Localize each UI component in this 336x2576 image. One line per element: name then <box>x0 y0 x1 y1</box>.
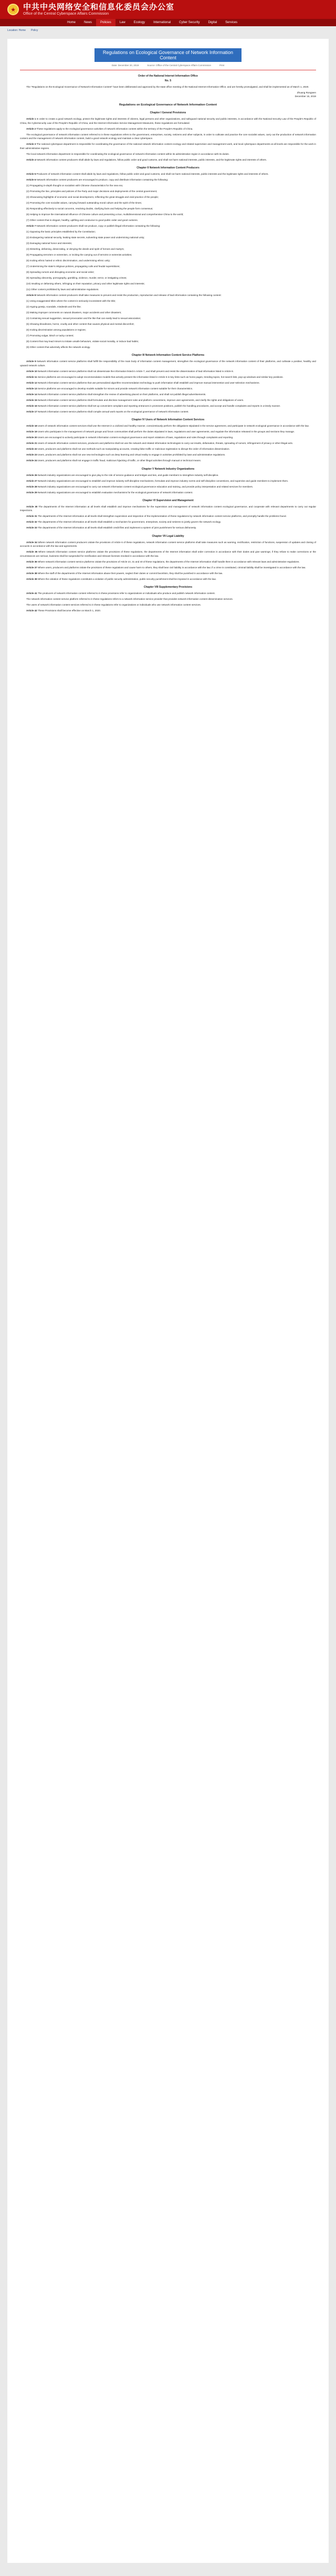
article-page <box>7 39 329 2563</box>
article-text: Users, producers and platforms shall not use methods such as manipulating accounts, creating false traffic or malicious registration to disrupt the order of information dissemination. <box>37 448 230 451</box>
article-paragraph <box>20 293 316 297</box>
article-text: Network information content producers shall abide by laws and regulations, follow public order and good customs, and shall not harm national interests, public interests, and the legitimate rights and interests of others. <box>36 158 267 161</box>
article-number: Article 24 <box>26 459 37 462</box>
order-intro: The "Regulations on the Ecological Governance of Network Information Content" have been deliberated and approved by the state office meeting of the National Internet Information Office, and are hereby promulgated, and shall be implemented as of March 1, 2020. <box>26 86 309 88</box>
nav-item-ecology[interactable]: Ecology <box>133 21 145 24</box>
article-text: (5) Propagating terrorism or extremism, or inciting the carrying out of terrorist or extremist activities; <box>26 253 132 257</box>
article-paragraph <box>20 195 316 199</box>
article-paragraph <box>20 127 316 131</box>
article-number: Article 39 <box>26 577 37 580</box>
article-paragraph <box>20 375 316 379</box>
article-number: Article 3 <box>26 143 36 146</box>
article-paragraph <box>20 404 316 408</box>
chapter-heading: Chapter I General Provisions <box>150 111 186 115</box>
article-paragraph <box>20 560 316 564</box>
chapter-heading: Chapter VIII Supplementary Provisions <box>143 586 193 589</box>
article-paragraph <box>20 218 316 222</box>
article-paragraph <box>20 305 316 309</box>
article-paragraph <box>20 230 316 234</box>
article-text: Network industry organizations are encouraged to give play to the role of service guidance and bridges and ties, and guide members to strengthen industry self-discipline. <box>37 473 219 476</box>
article-number: Article 14 <box>26 393 37 396</box>
order-date: December 15, 2019 <box>295 95 316 98</box>
article-text: (6) Inciting ethnic hatred or ethnic discrimination, and undermining ethnic unity; <box>26 259 111 262</box>
article-number: Article 2 <box>26 127 36 130</box>
order-number: No. 5 <box>164 79 172 82</box>
article-text: Users who participate in the management of network groups and forum communities shall perform the duties stipulated in laws, regulations and user agreements, and regulate the information released in the groups and sections they manage. <box>37 430 295 433</box>
chapter-heading: Chapter II Network Information Content Producers <box>136 166 200 170</box>
article-paragraph <box>20 288 316 291</box>
article-number: Article 1 <box>26 118 36 121</box>
order-director: Zhuang Rongwen <box>297 91 316 94</box>
article-text: (7) Undermining the state's religious policies, propagating cults and feudal superstitions; <box>26 265 120 268</box>
article-text: (10) Insulting or defaming others, infringing on their reputation, privacy and other legitimate rights and interests; <box>26 282 145 285</box>
article-text: (5) Responding effectively to social concerns, resolving doubts, clarifying facts and helping the people form consensus; <box>26 207 153 210</box>
breadcrumb-policy-link[interactable]: Policy <box>31 29 38 32</box>
article-text: (3) Showcasing highlights of economic and social development, reflecting the great struggle and vivid practice of the people; <box>26 196 159 199</box>
article-text: The producers of network information content referred to in these provisions refer to organizations or individuals who produce and publish network information content. <box>37 592 215 595</box>
article-number: Article 20 <box>26 436 37 439</box>
article-text: (7) Other content that is elegant, healthy, uplifting and conducive to good public order and good customs. <box>26 219 138 222</box>
order-title: Order of the National Internet Information Office <box>138 75 198 78</box>
article-text: (11) Other content prohibited by laws and administrative regulations. <box>26 288 99 291</box>
article-number: Article 29 <box>26 491 37 494</box>
breadcrumb-home-link[interactable]: Location: Home <box>7 29 26 32</box>
article-paragraph <box>20 571 316 575</box>
article-text: Network information content service platforms shall set up convenient complaint and reporting entrances in prominent positions, publish the handling procedures, and accept and handle complaints and reports in a timely manner. <box>37 404 281 407</box>
article-paragraph <box>20 430 316 433</box>
article-text: Service platforms are encouraged to develop models suitable for minors and provide network information content suitable for their characteristics. <box>37 387 193 390</box>
publish-date: Date: December 20, 2019 <box>111 64 139 67</box>
chapter-heading: Chapter III Network Information Content Service Platforms <box>131 354 205 357</box>
nav-item-news[interactable]: News <box>84 21 92 24</box>
article-text: In order to create a good network ecology, protect the legitimate rights and interests of citizens, legal persons and other organizations, and safeguard national security and public interests, in accordance with the National Security Law of the People's Republic of China, the Cybersecurity Law of the People's Republic of China, and the Internet Information Service Management Measures, these regulations are formulated. <box>20 118 316 124</box>
article-number: Article 11 <box>26 375 37 378</box>
article-text: Network industry organizations are encouraged to establish and improve industry self-discipline mechanisms, formulate and improve industry norms and self-discipline conventions, and supervise and guide members to implement them. <box>37 479 289 482</box>
article-text: Network information content service platforms shall not disseminate the information listed in Article 7, and shall prevent and resist the dissemination of bad information listed in Article 8. <box>37 369 234 373</box>
article-number: Article 21 <box>26 442 37 445</box>
article-number: Article 7 <box>26 225 36 228</box>
article-paragraph <box>20 436 316 439</box>
article-number: Article 26 <box>26 473 37 476</box>
chapter-heading: Chapter V Network Industry Organizations <box>141 467 195 471</box>
site-name-en: Office of the Central Cyberspace Affairs Commission <box>23 12 109 16</box>
article-text: The departments of the Internet information at all levels shall establish and improve mechanisms for the supervision and management of network information content ecological governance, and cooperate with relevant departments to carry out regular inspections. <box>20 505 316 512</box>
article-paragraph <box>20 158 316 162</box>
chapter-heading: Chapter IV Users of Network Information Content Services <box>131 418 205 422</box>
nav-item-services[interactable]: Services <box>225 21 238 24</box>
article-text: (3) Making improper comments on natural disasters, major accidents and other disasters; <box>26 311 122 314</box>
article-meta <box>20 64 316 67</box>
article-text: Where network information content service platforms violate the provisions of Article 10, 31 and 40 of these regulations, the departments of the Internet information shall handle them in accordance with relevant laws and administrative regulations. <box>37 560 300 563</box>
article-number: Article 32 <box>26 521 37 524</box>
chapter-heading: Chapter VI Supervision and Management <box>142 499 194 503</box>
article-text: Network information content service platforms that use personalized algorithm recommendation technology to push information shall establish and improve manual intervention and user-selection mechanisms. <box>37 381 260 384</box>
article-number: Article 18 <box>26 425 37 428</box>
article-paragraph <box>20 311 316 314</box>
article-paragraph <box>20 213 316 216</box>
article-paragraph <box>20 172 316 176</box>
article-text: Network information content service platforms shall strengthen the review of advertising placed on their platforms, and shall not publish illegal advertisements. <box>37 393 206 396</box>
article-paragraph <box>20 566 316 569</box>
article-paragraph <box>20 247 316 251</box>
article-paragraph <box>20 276 316 280</box>
article-number: Article 30 <box>26 505 38 508</box>
emblem-icon: ★ <box>7 4 19 15</box>
nav-item-policies[interactable]: Policies <box>96 19 116 26</box>
article-paragraph <box>20 117 316 125</box>
site-logo[interactable] <box>23 3 174 16</box>
article-paragraph <box>20 597 316 601</box>
article-text: Users, producers and platforms shall not engage in traffic fraud, malicious hijacking of traffic, or other illegal activities through manual or technical means. <box>37 459 202 462</box>
article-paragraph <box>20 270 316 274</box>
article-paragraph <box>20 398 316 402</box>
article-text: Producers of network information content shall abide by laws and regulations, follow public order and good customs, and shall not harm national interests, public interests and the legitimate rights and interests of others. <box>36 173 269 176</box>
article-number: Article 13 <box>26 387 37 390</box>
article-number: Article 10 <box>26 369 37 373</box>
article-text: Where network information content producers violate the provisions of Article 6 of these regulations, network information content service platforms shall take measures such as warning, rectification, restriction of functions, suspension of updates and closing of accounts in accordance with the law and agreements. <box>20 540 316 548</box>
article-paragraph <box>20 152 316 156</box>
article-paragraph <box>20 282 316 285</box>
article-paragraph <box>20 577 316 581</box>
article-text: Network information content producers shall not produce, copy or publish illegal information containing the following: <box>36 225 161 228</box>
article-text: The local network information department is responsible for coordinating the ecological governance of network information content within its administrative region in accordance with its duties. <box>26 152 229 155</box>
article-text: The departments of the Internet information at all levels shall establish a mechanism for government, enterprises, society and netizens to jointly govern the network ecology. <box>37 521 222 524</box>
article-paragraph <box>20 609 316 612</box>
article-paragraph <box>20 473 316 477</box>
article-number: Article 17 <box>26 410 37 413</box>
article-text: (6) Inciting discrimination among populations or regions; <box>26 328 86 332</box>
article-number: Article 33 <box>26 526 37 529</box>
page-title: Regulations on Ecological Governance of Network Information Content <box>94 48 242 62</box>
article-text: (1) Propagating in-depth thought on socialism with Chinese characteristics for the new era; <box>26 184 123 187</box>
article-paragraph <box>20 550 316 558</box>
article-text: Users, producers and platforms shall not use new technologies such as deep learning and virtual reality to engage in activities prohibited by laws and administrative regulations. <box>37 453 226 457</box>
article-text: Network information content service platforms shall formulate and disclose management rules and platform conventions, improve user agreements, and clarify the rights and obligations of users. <box>37 398 244 401</box>
article-text: The network information content service platform referred to in these regulations refers to a network information service provider that provides network information content dissemination services. <box>26 598 233 601</box>
article-number: Article 19 <box>26 430 37 433</box>
article-number: Article 31 <box>26 515 37 518</box>
article-paragraph <box>20 540 316 548</box>
article-paragraph <box>20 424 316 428</box>
article-paragraph <box>20 453 316 457</box>
article-text: Network information content service platforms shall compile annual work reports on the ecological governance of network information content. <box>37 410 189 413</box>
article-text: Where the violation of these regulations constitutes a violation of public security administration, public security punishment shall be imposed in accordance with the law. <box>37 577 216 580</box>
nav-item-law[interactable]: Law <box>119 21 125 24</box>
article-paragraph <box>20 381 316 385</box>
article-number: Article 38 <box>26 571 37 575</box>
article-text: Users of network information content services shall use the Internet in a civilized and healthy manner, conscientiously perform the obligations stipulated in the service agreement, and participate in network ecological governance in accordance with the law. <box>37 425 309 428</box>
article-paragraph <box>20 505 316 513</box>
article-number: Article 16 <box>26 404 37 407</box>
article-paragraph <box>20 603 316 607</box>
article-paragraph <box>20 253 316 257</box>
article-text: (3) Damaging national honor and interests; <box>26 242 72 245</box>
article-text: These Provisions shall become effective on March 1, 2020. <box>37 609 101 612</box>
article-number: Article 35 <box>26 550 38 554</box>
article-paragraph <box>20 369 316 373</box>
article-paragraph <box>20 520 316 524</box>
article-text: Network industry organizations are encouraged to carry out network information content ecological governance education and training, and provide policy interpretation and related services for members. <box>37 485 254 488</box>
article-text: (2) Hyping gossip, scandals, misdeeds and the like; <box>26 305 81 309</box>
article-text: Where users, producers and platforms violate the provisions of these regulations and cause harm to others, they shall bear civil liability in accordance with the law; if a crime is constituted, criminal liability shall be investigated in accordance with the law. <box>37 566 306 569</box>
article-paragraph <box>20 207 316 210</box>
article-paragraph <box>20 485 316 489</box>
article-number: Article 15 <box>26 398 37 401</box>
article-text: (4) Promoting the core socialist values, carrying forward outstanding moral culture and the spirit of the times; <box>26 202 142 205</box>
article-number: Article 36 <box>26 560 37 563</box>
article-paragraph <box>20 322 316 326</box>
article-text: These regulations apply to the ecological governance activities of network information content within the territory of the People's Republic of China. <box>36 127 193 130</box>
main-nav <box>0 19 336 26</box>
article-number: Article 4 <box>26 158 36 161</box>
article-text: Users are encouraged to actively participate in network information content ecological governance and report violations of laws, regulations and rules through complaints and reporting. <box>37 436 234 439</box>
article-number: Article 23 <box>26 453 37 457</box>
article-text: (9) Spreading obscenity, pornography, gambling, violence, murder, terror, or instigating crimes; <box>26 277 127 280</box>
chapter-heading: Chapter VII Legal Liability <box>152 534 184 538</box>
article-text: (7) Promoting vulgar, kitsch or tacky content; <box>26 334 74 337</box>
article-number: Article 12 <box>26 381 37 384</box>
article-number: Article 28 <box>26 485 37 488</box>
article-text: The ecological governance of network information content referred to in these regulations refers to the government, enterprises, society, netizens and other subjects, in order to cultivate and practice the core socialist values, carry out the production of network information content and the management of network information content, build a good network ecology and maintain a clear cyberspace. <box>20 133 316 140</box>
article-text: Where network information content service platforms violate the provisions of these regulations, the departments of the Internet information shall order correction in accordance with their duties and give warnings; if they refuse to make corrections or the circumstances are serious, business shall be suspended for rectification and relevant licenses revoked in accordance with the law. <box>20 550 316 557</box>
article-number: Article 27 <box>26 479 37 482</box>
article-text: (5) Showing bloodiness, horror, cruelty and other content that causes physical and mental discomfort; <box>26 323 134 326</box>
site-header <box>0 0 336 19</box>
article-text: Network information content producers are encouraged to produce, copy and distribute information containing the following: <box>36 178 169 182</box>
article-paragraph <box>20 410 316 414</box>
article-text: (6) Helping to improve the international influence of Chinese culture and presenting a true, multidimensional and comprehensive China to the world; <box>26 213 184 216</box>
nav-item-cyber-security[interactable]: Cyber Security <box>179 21 200 24</box>
article-text: The departments of the Internet information at all levels shall strengthen supervision and inspection of the implementation of these regulations by network information content service platforms, and promptly handle the problems found. <box>37 515 287 518</box>
article-paragraph <box>20 393 316 396</box>
article-number: Article 41 <box>26 592 37 595</box>
print-link[interactable]: Print <box>219 64 225 67</box>
article-number: Article 42 <box>26 609 37 612</box>
article-text: Users of network information content services, producers and platforms shall not use the network and related information technologies to carry out insults, defamation, threats, spreading of rumors, infringement of privacy or other illegal acts. <box>37 442 293 445</box>
article-paragraph <box>20 334 316 337</box>
article-body <box>20 111 316 612</box>
article-paragraph <box>20 479 316 483</box>
article-paragraph <box>20 345 316 349</box>
article-text: (2) Endangering national security, leaking state secrets, subverting state power and undermining national unity; <box>26 236 145 239</box>
article-paragraph <box>20 491 316 494</box>
nav-item-home[interactable]: Home <box>67 21 76 24</box>
site-name-cn: 中共中央网络安全和信息化委员会办公室 <box>23 2 175 12</box>
article-text: The departments of the Internet information at all levels shall establish credit files and implement a system of joint punishment for serious dishonesty. <box>37 526 197 529</box>
article-text: Network information content producers shall take measures to prevent and resist the production, reproduction and release of bad information containing the following content: <box>36 294 222 297</box>
article-text: The national cyberspace department is responsible for coordinating the governance of the national network information content ecology and related supervision and management work, and local cyberspace departments at all levels are responsible for the work in their administrative regions. <box>20 143 316 150</box>
article-number: Article 37 <box>26 566 37 569</box>
document-title: Regulations on Ecological Governance of Network Information Content <box>119 103 217 107</box>
article-text: (1) Using exaggerated titles where the content is seriously inconsistent with the title; <box>26 300 116 303</box>
article-number: Article 22 <box>26 448 37 451</box>
breadcrumb <box>0 26 336 35</box>
nav-item-digital[interactable]: Digital <box>208 21 217 24</box>
article-text: (8) Spreading rumors and disrupting economic and social order; <box>26 271 94 274</box>
article-text: (2) Promoting the line, principles and policies of the Party and major decisions and deployments of the central government; <box>26 190 158 193</box>
article-number: Article 5 <box>26 173 36 176</box>
article-paragraph <box>20 328 316 332</box>
article-text: (4) Distorting, defaming, desecrating, or denying the deeds and spirit of heroes and martyrs; <box>26 248 124 251</box>
article-source: Source: Office of the Central Cyberspace Affairs Commission <box>147 64 211 67</box>
article-text: Service platforms are encouraged to adopt recommendation models that actively present the information listed in Article 6 in key links such as home pages, trending topics, hot search lists, pop-up windows and similar key positions. <box>37 375 284 378</box>
article-paragraph <box>20 299 316 303</box>
nav-item-international[interactable]: International <box>153 21 171 24</box>
article-text: (1) Opposing the basic principles established by the Constitution; <box>26 230 96 234</box>
article-paragraph <box>20 201 316 205</box>
article-text: The users of network information content services referred to in these regulations refer to organizations or individuals who use network information content services. <box>26 603 201 607</box>
article-paragraph <box>20 236 316 239</box>
article-paragraph <box>20 184 316 187</box>
article-paragraph <box>20 178 316 182</box>
article-text: (9) Other content that adversely affects the network ecology. <box>26 346 91 349</box>
article-text: (8) Content that may lead minors to imitate unsafe behaviors, violate social morality, or induce bad habits; <box>26 340 139 343</box>
article-paragraph <box>20 441 316 445</box>
article-number: Article 34 <box>26 540 37 544</box>
article-paragraph <box>20 447 316 451</box>
article-paragraph <box>20 387 316 390</box>
article-number: Article 6 <box>26 178 36 182</box>
article-text: Where the staff of the departments of the Internet information abuse their powers, neglect their duties or commit favoritism, they shall be punished in accordance with the law. <box>37 571 223 575</box>
article-number: Article 9 <box>26 360 36 363</box>
article-paragraph <box>20 224 316 228</box>
article-paragraph <box>20 142 316 150</box>
article-paragraph <box>20 514 316 518</box>
article-paragraph <box>20 359 316 367</box>
article-paragraph <box>20 133 316 141</box>
article-paragraph <box>20 459 316 462</box>
article-paragraph <box>20 316 316 320</box>
article-paragraph <box>20 189 316 193</box>
article-text: (4) Containing sexual suggestion, sexual provocation and the like that can easily lead to sexual association; <box>26 317 141 320</box>
article-number: Article 8 <box>26 294 36 297</box>
article-paragraph <box>20 591 316 595</box>
article-text: Network industry organizations are encouraged to establish evaluation mechanisms for the ecological governance of network information content. <box>37 491 193 494</box>
article-paragraph <box>20 340 316 343</box>
article-paragraph <box>20 241 316 245</box>
article-paragraph <box>20 259 316 262</box>
article-text: Network information content service platforms shall fulfill the responsibility of the main body of information content management, strengthen the ecological governance of the network information content of their platforms, and cultivate a positive, healthy and upward network culture. <box>20 360 316 367</box>
article-paragraph <box>20 526 316 529</box>
article-paragraph <box>20 264 316 268</box>
